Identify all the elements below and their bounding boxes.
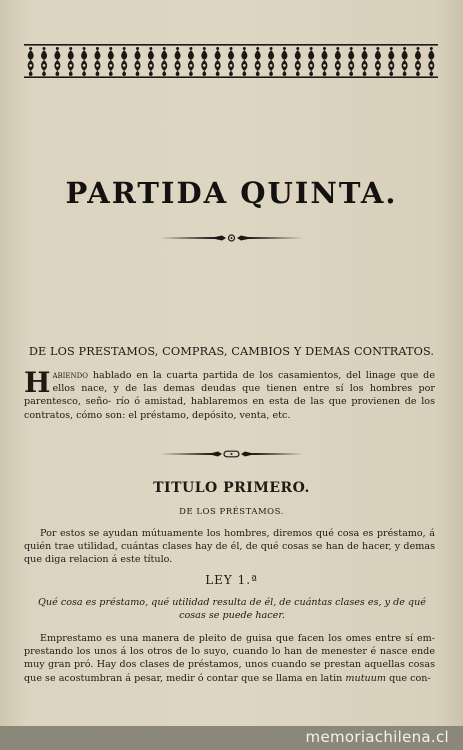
page-title: PARTIDA QUINTA. (65, 176, 398, 210)
ley-heading: LEY 1.ª (205, 573, 258, 587)
ley-body-text: Emprestamo es una manera de pleito de guisa que facen los omes entre sí em- prestando los unos á los otros de lo suyo, cuando lo han de menester é nasce ende muy gran pró. Hay dos clases de préstamos, unos cuando se prestan aquellas cosas que se acostumbran á pesar, medir ó contar que se llama en latin (24, 633, 435, 684)
section-heading: DE LOS PRESTAMOS, COMPRAS, CAMBIOS Y DEMAS CONTRATOS. (28, 345, 435, 358)
watermark-bar (0, 726, 463, 750)
titulo-intro-paragraph (24, 527, 435, 567)
floral-ornament-icon (24, 44, 438, 78)
dropcap-letter: H (24, 366, 51, 399)
watermark-text[interactable]: memoriachilena.cl (305, 728, 449, 746)
intro-text: hablado en la cuarta partida de los casamientos, del linage que de ellos nace, y de las demas deudas que tienen entre sí los hombres por parentesco, seño- río ó amistad, hablaremos en esta de las que provienen de los contratos, cómo son: el préstamo, depósito, venta, etc. (24, 370, 435, 421)
titulo-intro-text: Por estos se ayudan mútuamente los hombres, diremos qué cosa es préstamo, á quién trae utilidad, cuántas clases hay de él, de qué cosas se han de hacer, y demas que diga relacion á este título. (24, 528, 435, 566)
titulo-subheading: DE LOS PRÉSTAMOS. (179, 507, 284, 517)
ley-body-text-end: que con- (386, 672, 431, 684)
ley-body-paragraph (24, 632, 435, 685)
ley-body-italic: mutuum (345, 672, 387, 684)
titulo-heading: TITULO PRIMERO. (153, 480, 310, 496)
divider-ornament-icon (160, 450, 303, 458)
intro-paragraph (24, 366, 435, 422)
divider-ornament-icon (160, 234, 303, 242)
intro-smallcaps: abiendo (52, 370, 89, 381)
ley-summary: Qué cosa es préstamo, qué utilidad resulta de él, de cuántas clases es, y de qué cosas se puede hacer. (38, 597, 426, 621)
